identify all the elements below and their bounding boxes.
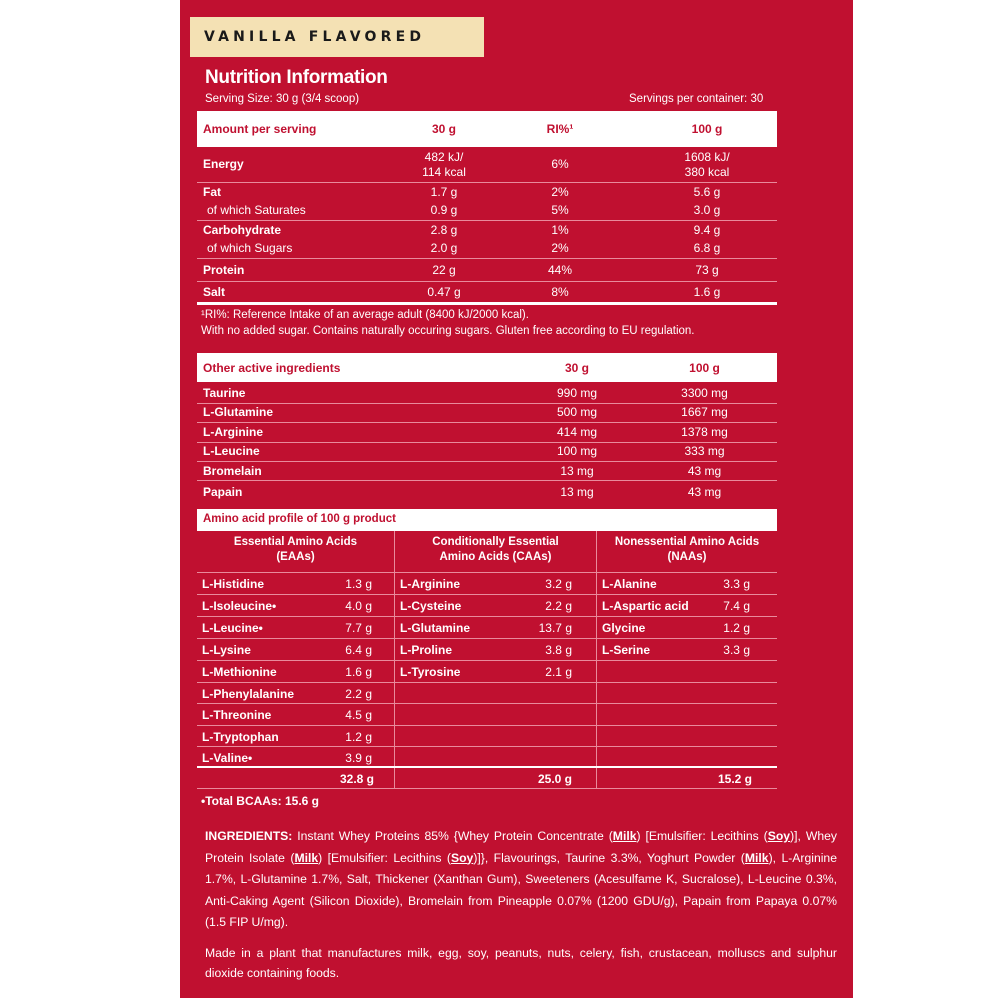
table-row xyxy=(197,483,777,502)
amino-name: L-Arginine xyxy=(400,577,460,591)
amino-value: 3.2 g xyxy=(545,577,572,591)
ingredient-name: L-Arginine xyxy=(203,425,263,439)
value-100g: 1608 kJ/ xyxy=(684,150,730,164)
value-100g: 333 mg xyxy=(684,444,725,458)
table-row xyxy=(197,423,777,442)
value-100g: 43 mg xyxy=(687,464,722,478)
table-row xyxy=(197,462,777,481)
caa-header xyxy=(395,535,596,565)
allergen-soy: Soy xyxy=(450,850,474,865)
ri-footnote: ¹RI%: Reference Intake of an average adult (8400 kJ/2000 kcal). xyxy=(201,309,529,321)
amino-name: Glycine xyxy=(602,621,646,635)
amino-value: 1.2 g xyxy=(723,621,750,635)
value-30g: 22 g xyxy=(432,263,456,277)
value-ri: 8% xyxy=(551,285,569,299)
divider xyxy=(197,302,777,305)
amino-name: L-Proline xyxy=(400,643,453,657)
nutrient-name: Salt xyxy=(203,285,226,299)
amino-name: L-Leucine• xyxy=(202,621,263,635)
divider xyxy=(197,480,777,481)
divider xyxy=(197,766,777,768)
ingredient-name: Taurine xyxy=(203,386,246,400)
nutrient-name: Energy xyxy=(203,157,244,171)
amino-name: L-Phenylalanine xyxy=(202,687,295,701)
amino-value: 2.2 g xyxy=(345,687,372,701)
amino-name: L-Glutamine xyxy=(400,621,471,635)
amino-value: 2.1 g xyxy=(545,665,572,679)
servings-per-container: Servings per container: 30 xyxy=(629,93,764,105)
value-100g: 1.6 g xyxy=(693,285,721,299)
value-ri: 5% xyxy=(551,203,569,217)
header-30g: 30 g xyxy=(431,122,456,136)
divider xyxy=(197,572,777,573)
allergen-soy: Soy xyxy=(767,829,791,843)
amino-value: 1.3 g xyxy=(345,577,372,591)
value-30g: 500 mg xyxy=(556,405,598,419)
value-30g: 0.47 g xyxy=(427,285,461,299)
eaa-header-line1: Essential Amino Acids xyxy=(233,536,358,548)
divider xyxy=(197,616,777,617)
amino-value: 7.7 g xyxy=(345,621,372,635)
value-100g: 9.4 g xyxy=(693,223,721,237)
ingredient-name: L-Leucine xyxy=(203,444,260,458)
value-100g: 3300 mg xyxy=(681,386,728,400)
value-100g: 3.0 g xyxy=(693,203,721,217)
ingredients-part: Instant Whey Proteins 85% {Whey Protein Concentrate ( xyxy=(292,829,613,843)
naa-header xyxy=(597,535,777,565)
value-30g: 482 kJ/ xyxy=(424,150,464,164)
value-30g: 1.7 g xyxy=(430,185,458,199)
other-active-header xyxy=(197,353,777,382)
value-100g: 6.8 g xyxy=(693,241,721,255)
amino-name: L-Aspartic acid xyxy=(602,599,689,613)
bcaa-total-note: •Total BCAAs: 15.6 g xyxy=(201,794,319,808)
caa-total: 25.0 g xyxy=(537,772,572,786)
table-row xyxy=(197,223,777,240)
allergen-milk: Milk xyxy=(744,850,769,865)
value-ri: 1% xyxy=(551,223,569,237)
divider xyxy=(197,594,777,595)
amino-profile-title: Amino acid profile of 100 g product xyxy=(203,513,396,525)
header-other-active: Other active ingredients xyxy=(203,361,341,375)
table-row xyxy=(197,403,777,422)
value-30g: 13 mg xyxy=(560,464,594,478)
header-30g: 30 g xyxy=(564,361,589,375)
table-row xyxy=(197,263,777,280)
value-30g: 0.9 g xyxy=(430,203,458,217)
value-ri: 6% xyxy=(551,157,569,171)
value-30g: 414 mg xyxy=(556,425,598,439)
divider xyxy=(197,258,777,259)
nutrition-table-header xyxy=(197,111,777,147)
amino-name: L-Tryptophan xyxy=(202,730,279,744)
value-30g: 2.8 g xyxy=(430,223,458,237)
amino-name: L-Alanine xyxy=(602,577,657,591)
amino-value: 6.4 g xyxy=(345,643,372,657)
eaa-header xyxy=(197,535,394,565)
allergen-milk: Milk xyxy=(294,850,319,865)
amino-name: L-Methionine xyxy=(202,665,277,679)
amino-value: 1.2 g xyxy=(345,730,372,744)
amino-name: L-Serine xyxy=(602,643,651,657)
ingredients-text xyxy=(205,826,837,934)
ingredients-part: )], Whey Protein Isolate ( xyxy=(205,829,837,865)
divider xyxy=(197,746,777,747)
naa-header-line2: (NAAs) xyxy=(667,551,707,563)
divider xyxy=(197,703,777,704)
caa-header-line2: Amino Acids (CAAs) xyxy=(439,551,552,563)
divider xyxy=(197,788,777,789)
ingredients-part: ) [Emulsifier: Lecithins ( xyxy=(318,850,451,865)
value-30g: 100 mg xyxy=(556,444,598,458)
caa-header-line1: Conditionally Essential xyxy=(432,536,559,548)
amino-value: 7.4 g xyxy=(723,599,750,613)
value-100g: 380 kcal xyxy=(684,165,730,179)
value-ri: 44% xyxy=(547,263,573,277)
table-row xyxy=(197,241,777,258)
ingredient-name: L-Glutamine xyxy=(203,405,274,419)
header-100g: 100 g xyxy=(691,122,723,136)
divider xyxy=(197,660,777,661)
ingredient-name: Bromelain xyxy=(203,464,262,478)
value-ri: 2% xyxy=(551,185,569,199)
amino-value: 4.5 g xyxy=(345,708,372,722)
flavor-badge: VANILLA FLAVORED xyxy=(190,17,484,57)
divider xyxy=(197,725,777,726)
amino-value: 2.2 g xyxy=(545,599,572,613)
serving-size: Serving Size: 30 g (3/4 scoop) xyxy=(205,93,360,105)
nutrient-name: Carbohydrate xyxy=(203,223,282,237)
divider xyxy=(197,638,777,639)
nutrient-name: Fat xyxy=(203,185,221,199)
table-row xyxy=(197,285,777,302)
amino-name: L-Threonine xyxy=(202,708,272,722)
amino-name: L-Valine• xyxy=(202,751,253,765)
amino-name: L-Isoleucine• xyxy=(202,599,277,613)
table-row xyxy=(197,185,777,202)
naa-total: 15.2 g xyxy=(717,772,752,786)
header-100g: 100 g xyxy=(689,361,720,375)
divider xyxy=(197,682,777,683)
amino-name: L-Tyrosine xyxy=(400,665,461,679)
header-ri: RI%¹ xyxy=(546,122,574,136)
nutrient-name: of which Sugars xyxy=(207,241,293,255)
value-100g: 5.6 g xyxy=(693,185,721,199)
allergen-plant-note: Made in a plant that manufactures milk, egg, soy, peanuts, nuts, celery, fish, crustacean, molluscs and sulphur dioxide containing foods. xyxy=(205,946,837,980)
value-100g: 1378 mg xyxy=(681,425,728,439)
value-30g: 13 mg xyxy=(560,485,594,499)
table-row xyxy=(197,442,777,461)
amino-value: 4.0 g xyxy=(345,599,372,613)
value-30g: 990 mg xyxy=(556,386,598,400)
amino-name: L-Cysteine xyxy=(400,599,462,613)
ingredients-part: ) [Emulsifier: Lecithins ( xyxy=(636,829,768,843)
ingredients-part: ), L-Arginine 1.7%, L-Glutamine 1.7%, Salt, Thickener (Xanthan Gum), Sweeteners (Acesulfame K, Sucralose), L-Leucine 0.3%, Anti-Caking Agent (Silicon Dioxide), Bromelain from Pineapple 0.07% (1200 GDU/g), Papain from Papaya 0.07% (1.5 FIP U/mg). xyxy=(205,850,837,929)
amino-value: 13.7 g xyxy=(538,621,572,635)
value-ri: 2% xyxy=(551,241,569,255)
value-100g: 1667 mg xyxy=(681,405,728,419)
amino-value: 3.9 g xyxy=(345,751,372,765)
amino-profile-header xyxy=(197,509,777,531)
ingredients-label: INGREDIENTS: xyxy=(205,829,293,843)
amino-name: L-Lysine xyxy=(202,643,251,657)
divider xyxy=(197,220,777,221)
divider xyxy=(197,281,777,282)
table-row xyxy=(197,148,777,182)
nutrient-name: Protein xyxy=(203,263,245,277)
page-title: Nutrition Information xyxy=(205,67,388,88)
ingredient-name: Papain xyxy=(203,485,243,499)
value-100g: 43 mg xyxy=(687,485,722,499)
value-30g: 114 kcal xyxy=(422,165,466,179)
allergen-milk: Milk xyxy=(612,829,637,843)
amino-name: L-Histidine xyxy=(202,577,264,591)
eaa-total: 32.8 g xyxy=(339,772,374,786)
eaa-header-line2: (EAAs) xyxy=(276,551,315,563)
amino-value: 3.8 g xyxy=(545,643,572,657)
amino-value: 1.6 g xyxy=(345,665,372,679)
table-row xyxy=(197,203,777,220)
value-100g: 73 g xyxy=(695,263,719,277)
sugar-gluten-note: With no added sugar. Contains naturally occuring sugars. Gluten free according to EU regulation. xyxy=(201,325,695,337)
amino-value: 3.3 g xyxy=(723,577,750,591)
header-amount-per-serving: Amount per serving xyxy=(203,122,317,136)
divider xyxy=(197,182,777,183)
value-30g: 2.0 g xyxy=(430,241,458,255)
amino-value: 3.3 g xyxy=(723,643,750,657)
nutrient-name: of which Saturates xyxy=(207,203,306,217)
table-row xyxy=(197,384,777,403)
ingredients-part: )]}, Flavourings, Taurine 3.3%, Yoghurt Powder ( xyxy=(473,850,745,865)
naa-header-line1: Nonessential Amino Acids xyxy=(614,536,760,548)
